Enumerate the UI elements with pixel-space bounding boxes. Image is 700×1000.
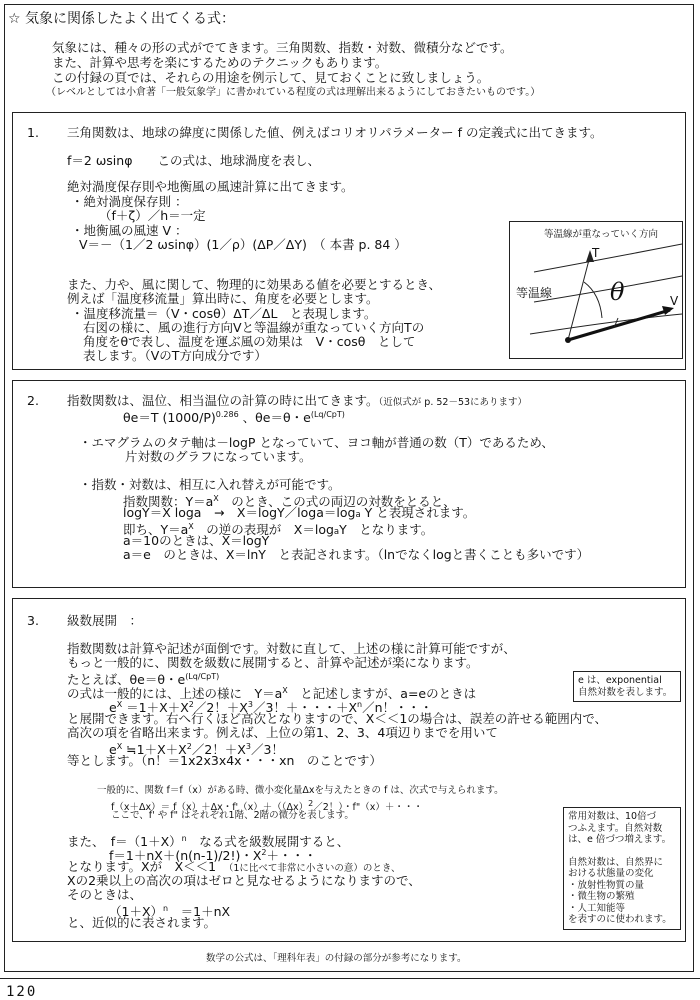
exponent: X xyxy=(282,686,288,695)
formula-part: 指数関数：Y＝a xyxy=(123,494,214,510)
formula-part: ／3！ xyxy=(250,742,284,758)
text-line: 右図の様に、風の進行方向Vと等温線が重なっていく方向Tの xyxy=(83,320,425,335)
exponent: 2 xyxy=(188,700,194,709)
text-span: Y となります。 xyxy=(339,522,434,538)
formula-part: ／n！・・・ xyxy=(362,700,433,716)
exponent: 2 xyxy=(261,848,267,857)
text-line: 例えば「温度移流量」算出時に、角度を必要とします。 xyxy=(67,291,379,306)
page-number: 120 xyxy=(6,984,38,1000)
text-line: もっと一般的に、関数を級数に展開すると、計算や記述が楽になります。 xyxy=(67,655,479,670)
exponent: X xyxy=(188,522,194,531)
section-exponential xyxy=(12,380,686,588)
subscript: a xyxy=(333,527,340,538)
note-line xyxy=(568,846,676,857)
text-line: 表します。（VのT方向成分です） xyxy=(83,348,267,363)
text-span: （1に比べて非常に小さいの意）のとき、 xyxy=(228,863,401,874)
isotherm-label: 等温線 xyxy=(516,286,553,300)
text-line: ・エマグラムのタテ軸は－logP となっていて、ヨコ軸が普通の数（T）であるため、 xyxy=(79,435,554,450)
v-label: V xyxy=(670,294,679,308)
text-line: a＝10のときは、X＝logY xyxy=(123,533,270,548)
advection-diagram xyxy=(509,221,683,359)
exponent: X xyxy=(213,494,219,503)
formula-part: ＝1＋nX xyxy=(180,904,231,920)
exponent: X xyxy=(116,742,123,751)
note-line: を表すのに使われます。 xyxy=(568,914,672,925)
exponent: 3 xyxy=(247,700,253,709)
note-line: は、e 倍づつ増えます。 xyxy=(568,834,672,845)
text-line: 指数関数は計算や記述が面倒です。対数に直して、上述の様に計算可能ですが、 xyxy=(67,641,516,656)
text-line: Xの2乗以上の高次の項はゼロと見なせるようになりますので、 xyxy=(67,873,421,888)
formula-part: e xyxy=(109,700,117,716)
subscript: a xyxy=(355,510,361,520)
formula-part: ＋・・・ xyxy=(266,848,317,864)
note-line: おける状態量の変化 xyxy=(568,868,654,879)
formula-part: e xyxy=(109,742,117,758)
exponent: 2 xyxy=(308,799,314,808)
text-line: 等とします。（n！＝1x2x3x4x・・・xn のことです） xyxy=(67,753,382,768)
text-line: と、近似的に表されます。 xyxy=(67,915,217,930)
page-title: ☆ 気象に関係したよく出てくる式： xyxy=(8,11,236,27)
text-line: と展開できます。右へ行くほど高次となりますので、X＜＜1の場合は、誤差の許せる範囲内で、 xyxy=(67,711,608,726)
exponent: n xyxy=(181,834,187,843)
text-span: （近似式が p. 52－53にあります） xyxy=(378,397,528,408)
text-span: なる式を級数展開すると、 xyxy=(199,834,350,850)
text-span: の逆の表現が X＝log xyxy=(206,522,334,538)
exponent: (Lq/CpT) xyxy=(310,410,345,419)
text-line: 三角関数は、地球の緯度に関係した値、例えばコリオリパラメーター f の定義式に出てきます。 xyxy=(67,125,603,140)
intro-note: （レベルとしては小倉著「一般気象学」に書かれている程度の式は理解出来るようにしておきたいものです。） xyxy=(46,87,541,98)
taylor-note: ここで、f' や f" はそれぞれ1階、2階の微分を表します。 xyxy=(111,810,354,821)
exponent: n xyxy=(357,700,363,709)
note-line: ・微生物の繁殖 xyxy=(568,891,635,902)
text-line: ・地衡風の風速 V ： xyxy=(71,223,188,238)
formula-part: （1＋X） xyxy=(109,904,164,920)
intro-line: 気象には、種々の形の式がでてきます。三角関数、指数・対数、微積分などです。 xyxy=(52,40,513,55)
formula-part: 、θe＝θ・e xyxy=(242,410,311,426)
note-line: つふえます。自然対数 xyxy=(568,822,663,834)
formula-part: ／2！＋X xyxy=(193,700,248,716)
exponent: X xyxy=(116,700,123,709)
note-line: ・放射性物質の量 xyxy=(568,879,645,891)
vorticity-formula: （f＋ζ）／h＝一定 xyxy=(99,208,206,223)
text-line: 高次の項を省略出来ます。例えば、上位の第1、2、3、4項辺りまでを用いて xyxy=(67,725,498,740)
taylor-intro: 一般的に、関数 f＝f（x）がある時、微小変化量Δxを与えたときの f は、次式で与えられます。 xyxy=(97,785,504,796)
note-exponential xyxy=(573,671,681,702)
formula-part: ／3！＋・・・＋X xyxy=(252,700,358,716)
exponent: n xyxy=(163,904,169,913)
intro-line: この付録の頁では、それらの用途を例示して、見ておくことに致しましょう。 xyxy=(52,70,490,85)
formula-part: 即ち、Y＝a xyxy=(123,522,189,538)
text-span: の式は一般的には、上述の様に Y＝a xyxy=(67,686,283,702)
geostrophic-formula: V＝－（1／2 ωsinφ）(1／ρ）(ΔP／ΔY) （ 本書 p. 84 ） xyxy=(79,237,407,252)
text-span: と記述しますが、a=eのときは xyxy=(300,686,477,702)
note-line: 自然対数を表します。 xyxy=(578,686,673,698)
footer-reference: 数学の公式は、「理科年表」の付録の部分が参考になります。 xyxy=(206,953,467,964)
text-span: Y と表現されます。 xyxy=(364,505,476,520)
formula-part: ／2！）・f"（x）＋・・・ xyxy=(313,802,423,814)
text-span: また、 f＝（1＋X） xyxy=(67,834,182,850)
text-line: 片対数のグラフになっています。 xyxy=(125,449,312,464)
formula-part: ≒1＋X＋X xyxy=(126,742,187,758)
text-line: そのときは、 xyxy=(67,887,143,902)
formula-part: θe＝T (1000/P) xyxy=(123,410,216,426)
diagram-caption: 等温線が重なっていく方向 xyxy=(544,229,659,240)
formula-part: f（x＋Δx）＝ f（x）＋Δx・f'（x）＋（（Δx） xyxy=(111,802,309,814)
text-line: 絶対渦度保存則や地衡風の風速計算に出てきます。 xyxy=(67,179,354,194)
note-line: 自然対数は、自然界に xyxy=(568,856,664,868)
text-line: 角度をθで表し、温度を運ぶ風の効果は V・cosθ として xyxy=(83,334,416,349)
exponent: 0.286 xyxy=(215,410,239,419)
coriolis-formula: f＝2 ωsinφ この式は、地球渦度を表し、 xyxy=(67,153,320,168)
theta-label: θ xyxy=(610,278,625,306)
intro-line: また、計算や思考を楽にするためのテクニックもあります。 xyxy=(52,55,388,70)
exponent: 2 xyxy=(186,742,192,751)
footer-rule xyxy=(0,978,700,979)
text-span: のとき、この式の両辺の対数をとると、 xyxy=(231,494,456,510)
text-span: となります。Xが X＜＜1 xyxy=(67,859,217,874)
formula-part: ／2！＋X xyxy=(191,742,246,758)
t-label: T xyxy=(592,246,600,260)
formula-part: f＝1＋nX＋(n(n-1)/2!)・X xyxy=(109,848,262,864)
text-line: また、力や、風に関して、物理的に効果ある値を必要とするとき、 xyxy=(67,277,442,292)
section-series xyxy=(12,598,686,942)
formula-part: ＝1＋X＋X xyxy=(126,700,189,716)
potential-temperature-formula xyxy=(123,407,345,425)
section-title: 級数展開 ： xyxy=(67,613,143,628)
text-line: a＝e のときは、X＝lnY と表記されます。（lnでなくlogと書くことも多いです） xyxy=(123,547,590,562)
section-trig xyxy=(12,112,686,370)
intro-text xyxy=(46,40,541,100)
advection-formula: ・温度移流量＝（V・cosθ）ΔT／ΔL と表現します。 xyxy=(71,306,377,321)
section-number: 1. xyxy=(27,125,39,140)
section-number: 3. xyxy=(27,613,39,628)
note-line: 常用対数は、10倍づ xyxy=(568,811,657,822)
exponent: 3 xyxy=(245,742,251,751)
text-line: ・絶対渦度保存則 ： xyxy=(71,194,188,209)
exponent: (Lq/CpT) xyxy=(185,672,220,681)
note-line: e は、exponential xyxy=(578,675,662,686)
section-number: 2. xyxy=(27,393,39,408)
text-span: 指数関数は、温位、相当温位の計算の時に出てきます。 xyxy=(67,393,379,408)
note-logarithm xyxy=(563,807,681,930)
text-span: たとえば、θe＝θ・e xyxy=(67,672,186,688)
text-line: ・指数・対数は、相互に入れ替えが可能です。 xyxy=(79,477,341,492)
formula-part: logY＝X loga → X＝logY／loga＝log xyxy=(123,505,356,520)
note-line: ・人工知能等 xyxy=(568,902,626,914)
